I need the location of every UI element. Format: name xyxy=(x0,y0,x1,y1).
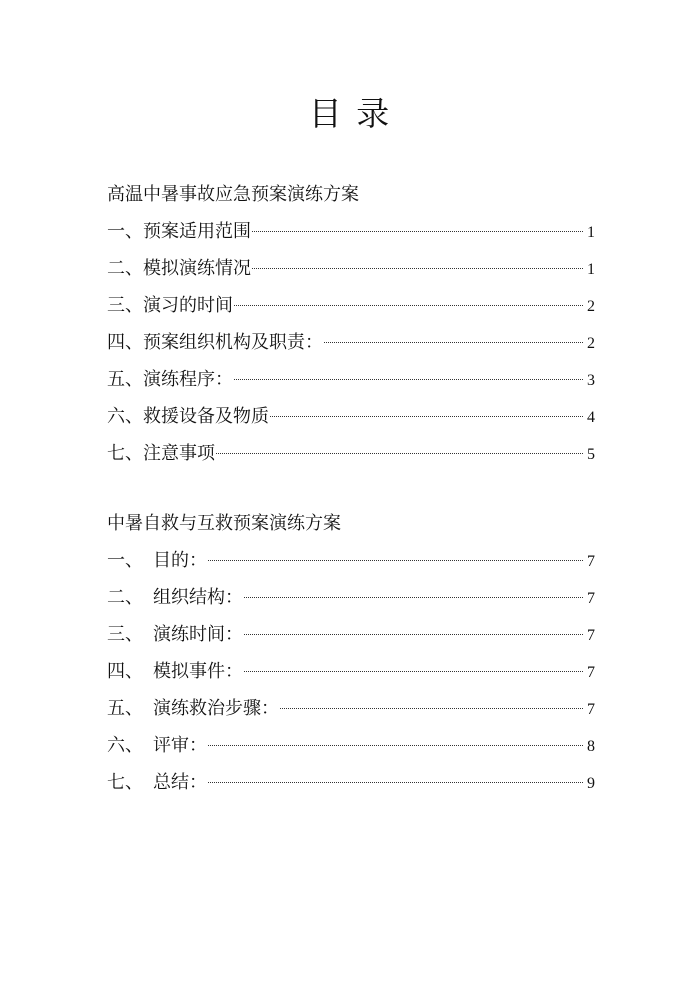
toc-entry-number: 四、 xyxy=(107,332,143,353)
toc-entry-page: 2 xyxy=(587,335,595,352)
toc-entry-number: 七、 xyxy=(107,772,143,793)
toc-entry[interactable] xyxy=(107,435,595,472)
toc-entry[interactable] xyxy=(107,287,595,324)
toc-entry-page: 4 xyxy=(587,409,595,426)
toc-entry-title: 演习的时间 xyxy=(143,295,233,316)
toc-entry-title: 注意事项 xyxy=(143,443,215,464)
toc-entry[interactable] xyxy=(107,579,595,616)
toc-entry-page: 7 xyxy=(587,627,595,644)
dot-leader xyxy=(252,267,583,269)
dot-leader xyxy=(244,670,583,672)
toc-entry-number: 六、 xyxy=(107,735,143,756)
toc-entry-title: 模拟演练情况 xyxy=(143,258,251,279)
toc-entry-number: 三、 xyxy=(107,624,143,645)
toc-entry-page: 2 xyxy=(587,298,595,315)
toc-entry-number: 一、 xyxy=(107,550,143,571)
toc-entry-title: 评审： xyxy=(153,735,207,756)
page-title: 目 录 xyxy=(308,94,392,133)
toc-entry[interactable] xyxy=(107,653,595,690)
toc-section-heading: 高温中暑事故应急预案演练方案 xyxy=(107,184,359,205)
toc-entry-number: 二、 xyxy=(107,587,143,608)
toc-entry-number: 五、 xyxy=(107,369,143,390)
toc-entry-page: 8 xyxy=(587,738,595,755)
toc-entry[interactable] xyxy=(107,324,595,361)
toc-entry[interactable] xyxy=(107,361,595,398)
toc-entry[interactable] xyxy=(107,727,595,764)
toc-entry[interactable] xyxy=(107,616,595,653)
toc-entry-title: 预案适用范围 xyxy=(143,221,251,242)
toc-entry[interactable] xyxy=(107,213,595,250)
toc-entry[interactable] xyxy=(107,764,595,801)
toc-entry-number: 七、 xyxy=(107,443,143,464)
toc-entry-title: 目的： xyxy=(153,550,207,571)
dot-leader xyxy=(244,596,583,598)
toc-entry-title: 模拟事件： xyxy=(153,661,243,682)
dot-leader xyxy=(252,230,583,232)
toc-entry-page: 7 xyxy=(587,553,595,570)
toc-entry-page: 7 xyxy=(587,590,595,607)
toc-entry-number: 六、 xyxy=(107,406,143,427)
dot-leader xyxy=(216,452,583,454)
dot-leader xyxy=(208,559,583,561)
toc-entry-number: 三、 xyxy=(107,295,143,316)
dot-leader xyxy=(234,304,583,306)
toc-entry-title: 演练时间： xyxy=(153,624,243,645)
toc-entry[interactable] xyxy=(107,542,595,579)
toc-entry[interactable] xyxy=(107,250,595,287)
toc-entry-page: 7 xyxy=(587,664,595,681)
toc-entry-title: 总结： xyxy=(153,772,207,793)
section-spacer xyxy=(107,472,595,505)
toc-section-heading: 中暑自救与互救预案演练方案 xyxy=(107,513,341,534)
toc-entry-page: 1 xyxy=(587,261,595,278)
toc-entry-number: 一、 xyxy=(107,221,143,242)
dot-leader xyxy=(324,341,583,343)
toc-entry-page: 7 xyxy=(587,701,595,718)
toc-entry-page: 9 xyxy=(587,775,595,792)
toc-entry-title: 组织结构： xyxy=(153,587,243,608)
toc-entry-number: 四、 xyxy=(107,661,143,682)
toc-entry[interactable] xyxy=(107,690,595,727)
toc-entry-title: 预案组织机构及职责： xyxy=(143,332,323,353)
dot-leader xyxy=(270,415,583,417)
dot-leader xyxy=(244,633,583,635)
toc-entry-page: 1 xyxy=(587,224,595,241)
dot-leader xyxy=(208,744,583,746)
dot-leader xyxy=(280,707,583,709)
table-of-contents xyxy=(107,176,595,801)
toc-entry-page: 3 xyxy=(587,372,595,389)
toc-entry[interactable] xyxy=(107,398,595,435)
toc-entry-title: 救援设备及物质 xyxy=(143,406,269,427)
toc-entry-number: 二、 xyxy=(107,258,143,279)
toc-entry-title: 演练救治步骤： xyxy=(153,698,279,719)
toc-entry-page: 5 xyxy=(587,446,595,463)
dot-leader xyxy=(234,378,583,380)
toc-entry-title: 演练程序： xyxy=(143,369,233,390)
toc-entry-number: 五、 xyxy=(107,698,143,719)
dot-leader xyxy=(208,781,583,783)
